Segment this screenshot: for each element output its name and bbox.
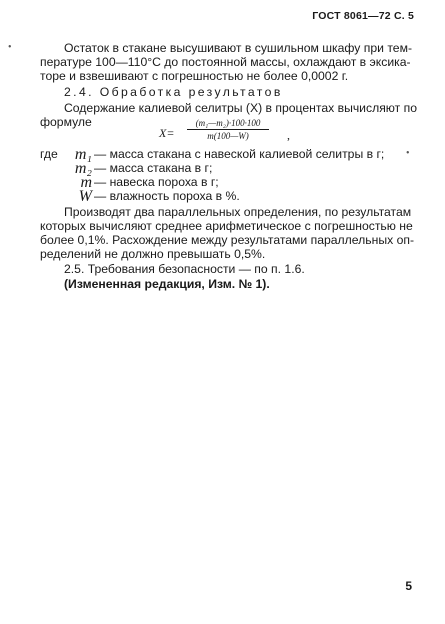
page-number: 5 [405,579,412,593]
formula-lhs: X= [159,126,175,140]
definition-symbol: m₂ [74,160,92,177]
scan-mark: • [8,42,12,53]
section-heading-2-5: 2.5. Требования безопасности — по п. 1.6. [64,262,305,276]
definition-text: — влажность пороха в %. [94,189,240,203]
amendment-note: (Измененная редакция, Изм. № 1). [64,277,270,291]
formula-comma: , [287,128,290,142]
text-line: торе и взвешивают с погрешностью не более 0,0002 г. [40,69,349,83]
definition-symbol: m [80,174,92,191]
text-line: ределений не должно превышать 0,5%. [40,247,266,261]
where-word: где [40,147,58,161]
scan-mark: • [406,148,410,159]
section-heading-2-4: 2.4. Обработка результатов [64,85,283,99]
text-line: Остаток в стакане высушивают в сушильном шкафу при тем- [64,41,413,55]
definition-text: — навеска пороха в г; [94,175,219,189]
text-line: более 0,1%. Расхождение между результатами параллельных оп- [40,233,415,247]
definition-symbol: m₁ [74,146,92,163]
definition-symbol: W [78,188,92,205]
formula-fraction [187,118,269,141]
page-header: ГОСТ 8061—72 С. 5 [312,10,414,22]
text-line: Содержание калиевой селитры (X) в процентах вычисляют по [64,101,418,115]
text-line: пературе 100—110°С до постоянной массы, охлаждают в эксика- [40,55,411,69]
formula-numerator: (m₁—m₂)·100·100 [187,118,269,130]
definition-text: — масса стакана с навеской калиевой селитры в г; [94,147,385,161]
text-line: Производят два параллельных определения, по результатам [64,205,412,219]
text-line: формуле [40,115,92,129]
text-line: которых вычисляют среднее арифметическое с погрешностью не [40,219,413,233]
formula-denominator: m(100—W) [207,131,249,141]
definition-text: — масса стакана в г; [94,161,213,175]
